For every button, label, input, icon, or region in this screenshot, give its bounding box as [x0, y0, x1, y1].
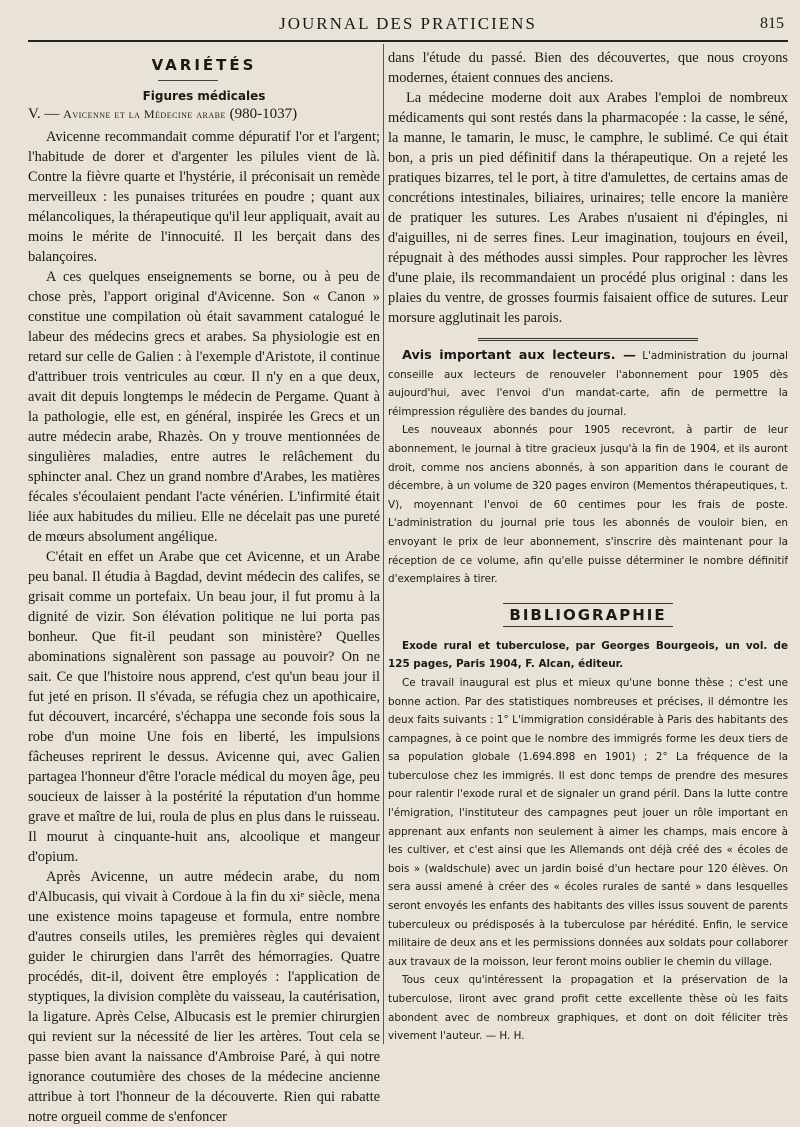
left-column	[28, 48, 380, 1127]
section-rule	[158, 80, 218, 81]
notice-rule	[478, 338, 698, 341]
bibliography-header	[388, 603, 788, 627]
book-details: par Georges Bourgeois, un vol. de 125 pages, Paris 1904, F. Alcan, éditeur.	[388, 639, 788, 671]
article-dates: (980-1037)	[229, 106, 298, 122]
review-paragraph: Tous ceux qu'intéressent la propagation et la préservation de la tuberculose, liront avec grand profit cette excellente thèse où les faits abondent avec de nombreux graphiques, et dont on doit féliciter très vivement l'auteur. — H. H.	[388, 974, 788, 1043]
notice-paragraph: Les nouveaux abonnés pour 1905 recevront, à partir de leur abonnement, le journal à titre gracieux jusqu'à la fin de 1904, et ils auront droit, comme nos anciens abonnés, à son apparition dans le courant de décembre, à un volume de 320 pages environ (Mementos thérapeutiques, t. V), moyennant l'envoi de 60 centimes pour les frais de poste. L'administration du journal prie tous les abonnés de vouloir bien, en envoyant le prix de leur abonnement, s'inscrire dès maintenant pour la réception de ce volume, afin qu'elle puisse déterminer le nombre définitif d'exemplaires à tirer.	[388, 424, 788, 586]
review-paragraph: Ce travail inaugural est plus et mieux qu'une bonne thèse ; c'est une bonne action. Par des statistiques nombreuses et précises, il démontre les deux faits suivants : 1° L'immigration considérable à Paris des habitants des campagnes, à ce point que le nombre des immigrés forme les deux tiers de sa population globale (1.694.898 en 1901) ; 2° La fréquence de la tuberculose chez les immigrés. Il est donc temps de prendre des mesures pour ralentir l'exode rural et de signaler un grand péril. Dans la lutte contre l'émigration, l'instituteur des campagnes peut jouer un rôle important en apprenant aux enfants non seulement à aimer les champs, mais encore à les cultiver, et c'est ainsi que les Allemands ont déjà créé des « écoles de bois » (waldschule) avec un jardin boisé d'un hectare pour 120 élèves. On sera aussi amené à créer des « écoles rurales de santé » dans lesquelles seront envoyés les enfants des habitants des villes issus souvent de parents tuberculeux ou prédisposés à la tuberculose par hérédité. Enfin, le service militaire de deux ans et les permissions données aux soldats pour collaborer aux travaux de la moisson, leur feront moins oublier le chemin du village.	[388, 676, 788, 968]
right-column	[388, 48, 788, 1046]
article-number: V. —	[28, 106, 60, 122]
header-rule	[28, 40, 788, 42]
paragraph: A ces quelques enseignements se borne, ou à peu de chose près, l'apport original d'Avicenne. Son « Canon » constitue une compilation où était savamment catalogué le labeur des médecins grecs et arabes. Sa physiologie est en retard sur celle de Galien : à l'exemple d'Aristote, il continue d'attribuer trois ventricules au cœur. Il n'y en a que deux, avait dit depuis longtemps le médecin de Pergame. Quant à la pathologie, elle est, en général, inspirée les Grecs et un autre médecin arabe, Rhazès. On y trouve mentionnées de singulières maladies, entre autres le relâchement du sphincter anal. Chez un grand nombre d'Arabes, les matières fécales s'écoulaient pendant l'acte vénérien. L'infirmité était liée aux habitudes du milieu. Elle ne décelait pas une pureté de mœurs absolument angélique.	[28, 269, 380, 545]
paragraph: Après Avicenne, un autre médecin arabe, du nom d'Albucasis, qui vivait à Cordoue à la fin du xiᵉ siècle, mena une existence moins tapageuse et formula, entre nombre d'autres conseils utiles, les premières règles qui devaient guider le chirurgien dans l'arrêt des hémorragies. Quatre procédés, dit-il, doivent être employés : l'application de styptiques, la division complète du vaisseau, la cautérisation, la ligature. Après Celse, Albucasis est le premier chirurgien qui revient sur la nécessité de lier les artères. Tout cela se passe bien avant la naissance d'Ambroise Paré, à qui notre ignorance coutumière des choses de la médecine ancienne attribue à tort l'honneur de la découverte. Rien qui rabatte notre orgueil comme de s'enfoncer	[28, 869, 380, 1125]
paragraph: Avicenne recommandait comme dépuratif l'or et l'argent; l'habitude de dorer et d'argenter les pilules vient de là. Contre la fièvre quarte et l'hystérie, il préconisait un remède merveilleux : les punaises triturées en poudre ; quant aux mélancoliques, la thérapeutique qu'il leur appliquait, avait au moins le mérite de l'innocuité. Il les berçait dans des balançoires.	[28, 129, 380, 265]
paragraph: C'était en effet un Arabe que cet Avicenne, et un Arabe peu banal. Il étudia à Bagdad, devint médecin des califes, se grisait comme un portefaix. Un beau jour, il fut promu à la dignité de vizir. Son élévation politique ne lui porta pas bonheur. Que fit-il peudant son ministère? Quelles abominations signalèrent son passage au pouvoir? On ne sait. Ce que l'histoire nous apprend, c'est qu'un beau jour il fut jeté en prison. Il s'évada, se réfugia chez un apothicaire, fut découvert, incarcéré, s'échappa une seconde fois sous la robe d'un moine Une fois en liberté, les impulsions fâcheuses reprirent le dessus. Avicenne qui, avec Galien partagea l'honneur d'être l'oracle médical du moyen âge, peu soucieux de laisser à la postérité la réputation d'un homme grave et maître de lui, roula de plus en plus dans le ruisseau. Il mourut à cinquante-huit ans, alcoolique et mangeur d'opium.	[28, 549, 380, 865]
article-heading	[28, 105, 380, 123]
bibliography-title: BIBLIOGRAPHIE	[503, 603, 672, 627]
notice-title: Avis important aux lecteurs. —	[402, 348, 636, 363]
page-header	[28, 12, 788, 38]
paragraph: La médecine moderne doit aux Arabes l'emploi de nombreux médicaments qui sont restés dans la pharmacopée : la casse, le séné, la manne, le tamarin, le musc, le camphre, le sublimé. Ce qui était bon, a pris un pied définitif dans la thérapeutique. On a rejeté les pratiques bizarres, tel le port, à titre d'amulettes, de certains amas de concrétions intestinales, biliaires, urinaires; telle encore la manière de pratiquer les sutures. Les Arabes n'usaient ni d'épingles, ni d'aiguilles, ni de serres fines. Leur imagination, toujours en éveil, répugnait à des méthodes aussi simples. Pour rapprocher les lèvres d'une plaie, ils recommandaient un procédé plus original : dans les plaies du ventre, de grosses fourmis faisaient office de sutures. Leur morsure agglutinait les parois.	[388, 90, 788, 326]
notice-paragraph	[388, 347, 788, 421]
book-title: Exode rural et tuberculose,	[402, 639, 570, 652]
paragraph: dans l'étude du passé. Bien des découvertes, que nous croyons modernes, étaient connues des anciens.	[388, 50, 788, 86]
column-divider	[383, 44, 384, 1044]
section-title: VARIÉTÉS	[151, 56, 257, 74]
journal-title: JOURNAL DES PRATICIENS	[279, 14, 537, 33]
article-title: Avicenne et la Médecine arabe	[63, 107, 226, 121]
section-subtitle: Figures médicales	[142, 89, 266, 103]
notice-text: L'administration du journal conseille aux lecteurs de renouveler l'abonnement pour 1905 dès aujourd'hui, avec l'envoi d'un mandat-carte, afin de permettre la réimpression régulière des bandes du journal.	[388, 350, 788, 418]
page-number: 815	[760, 15, 784, 32]
book-reference	[388, 637, 788, 674]
